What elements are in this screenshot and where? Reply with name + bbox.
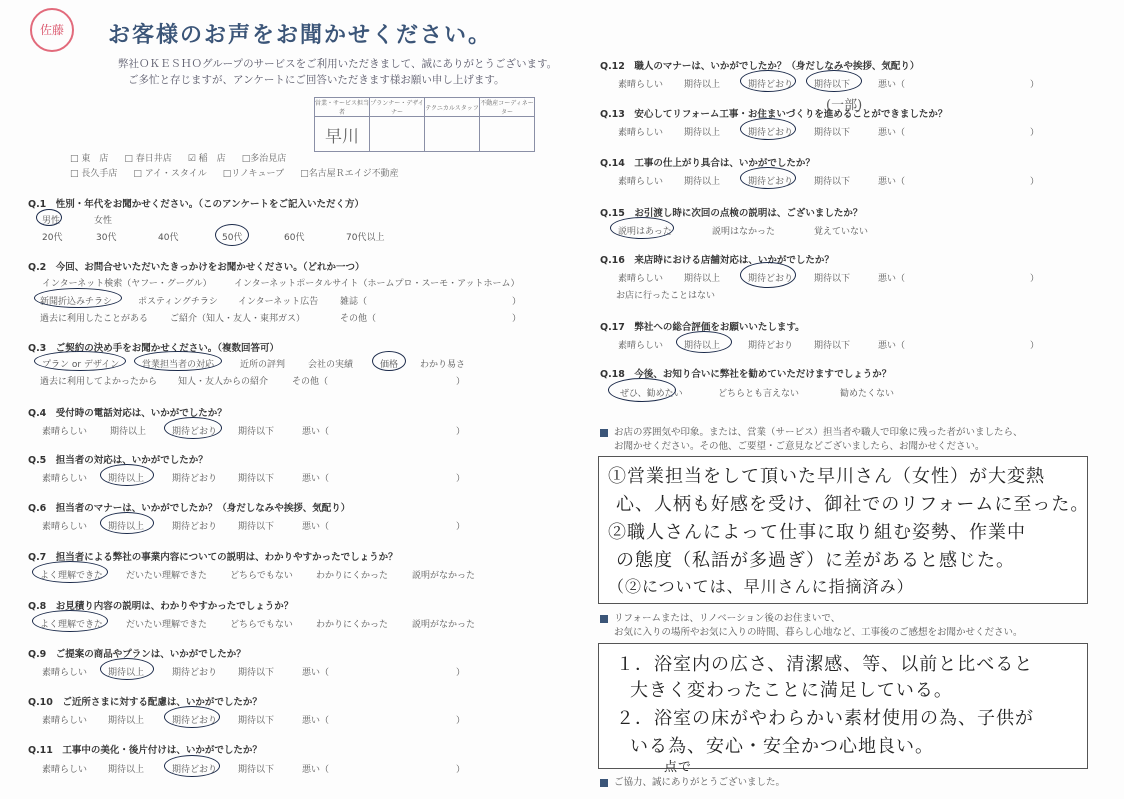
q2-option[interactable]: インターネット検索（ヤフー・グーグル） [42,279,212,289]
answer-circle [100,658,154,680]
handwritten-line: いる為、安心・安全かつ心地良い。 [630,736,934,757]
q3-option[interactable]: わかり易さ [420,360,466,370]
q3-option[interactable]: 営業担当者の対応 [142,360,215,370]
q1-gender-female[interactable]: 女性 [94,216,113,226]
rating-option[interactable]: 期待以上 [108,522,145,532]
rating-close: ） [456,668,466,678]
rating-option[interactable]: 悪い（ [878,177,906,187]
rating-close: ） [456,427,466,437]
store-option[interactable]: □ アイ・スタイル [133,169,207,179]
bullet-square-icon [600,615,608,623]
rating-option[interactable]: 素晴らしい [42,716,88,726]
handwritten-line: 大きく変わったことに満足している。 [630,680,953,701]
q2-option[interactable]: インターネット広告 [238,297,319,307]
q5-label: Q.5 担当者の対応は、いかがでしたか？ [28,455,208,466]
q1-label: Q.1 性別・年代をお聞かせください。（このアンケートをご記入いただく方） [28,199,364,210]
understand-option[interactable]: だいたい理解できた [126,620,208,630]
rating-option[interactable]: 期待以下 [238,668,275,678]
handwritten-line: （②については、早川さんに指摘済み） [608,577,914,596]
answer-circle [740,70,796,92]
q8-label: Q.8 お見積り内容の説明は、わかりやすかったでしょうか？ [28,601,294,612]
rating-option[interactable]: 期待以下 [238,427,275,437]
rating-option[interactable]: 悪い（ [878,80,906,90]
q2-option[interactable]: 新聞折込みチラシ [40,297,113,307]
handwritten-line: 心、人柄も好感を受け、御社でのリフォームに至った。 [616,494,1090,515]
rating-option[interactable]: 素晴らしい [618,80,664,90]
q3-option[interactable]: 価格 [380,360,399,370]
rating-option[interactable]: 悪い（ [878,128,906,138]
handwritten-line: １．浴室内の広さ、清潔感、等、以前と比べると [616,654,1034,675]
rating-option[interactable]: 期待以上 [108,668,145,678]
rating-option[interactable]: 期待以下 [814,341,851,351]
q3-option[interactable]: 過去に利用してよかったから [40,377,158,387]
rating-option[interactable]: 期待どおり [748,80,794,90]
store-option[interactable]: □名古屋Ｒエイジ不動産 [300,169,399,179]
rating-option[interactable]: 期待どおり [748,341,794,351]
rating-option[interactable]: 悪い（ [302,716,330,726]
comment-prompt-2 [600,612,1023,640]
q9-label: Q.9 ご提案の商品やプランは、いかがでしたか？ [28,649,246,660]
rating-option[interactable]: 期待どおり [172,522,218,532]
rating-option[interactable]: 期待以下 [238,765,275,775]
q18-option[interactable]: どちらとも言えない [718,389,800,399]
rating-option[interactable]: 期待どおり [172,474,218,484]
bullet-square-icon [600,429,608,437]
rating-option[interactable]: 期待以下 [814,128,851,138]
q3-option[interactable]: 知人・友人からの紹介 [178,377,269,387]
understand-option[interactable]: だいたい理解できた [126,571,208,581]
rating-option[interactable]: 悪い（ [302,474,330,484]
q3-option[interactable]: 会社の実績 [308,360,354,370]
rating-option[interactable]: 期待以下 [814,177,851,187]
understand-option[interactable]: よく理解できた [40,571,104,581]
rating-option[interactable]: 悪い（ [878,274,906,284]
q15-label: Q.15 お引渡し時に次回の点検の説明は、ございましたか？ [600,208,863,219]
rating-option[interactable]: 期待以上 [684,341,721,351]
staff-header: 不動産コーディネーター [480,98,535,117]
sales-name: 早川 [315,117,370,152]
rating-option[interactable]: 素晴らしい [42,474,88,484]
rating-option[interactable]: 期待どおり [748,128,794,138]
rating-option[interactable]: 期待以上 [110,427,147,437]
rating-option[interactable]: 期待以下 [814,274,851,284]
thanks-line: ご協力、誠にありがとうございました。 [614,777,786,788]
store-option[interactable]: □ 春日井店 [124,154,172,164]
rating-option[interactable]: 素晴らしい [618,341,664,351]
rating-option[interactable]: 期待以上 [108,765,145,775]
rating-option[interactable]: 素晴らしい [618,274,664,284]
handwritten-line: ２．浴室の床がやわらかい素材使用の為、子供が [616,708,1034,729]
understand-option[interactable]: わかりにくかった [316,620,389,630]
answer-circle [740,118,796,140]
answer-circle [164,417,222,439]
answer-circle [608,378,676,402]
rating-close: ） [456,474,466,484]
staff-header: プランナー・デザイナー [370,98,425,117]
q2-label: Q.2 今回、お問合せいただいたきっかけをお聞かせください。（どれか一つ） [28,262,365,273]
rating-option[interactable]: 期待どおり [172,668,218,678]
intro-line: ご多忙と存じますが、アンケートにご回答いただきます様お願い申し上げます。 [128,74,505,86]
prompt-line: お聞かせください。その他、ご要望・ご意見などございましたら、お聞かせください。 [614,441,985,452]
rating-option[interactable]: 期待どおり [172,765,218,775]
answer-circle [36,209,62,226]
answer-circle [740,167,796,189]
thanks-text [600,776,785,790]
rating-option[interactable]: 期待以上 [684,177,721,187]
staff-table [314,97,535,152]
rating-close: ） [456,765,466,775]
handwritten-line: の態度（私語が多過ぎ）に差があると感じた。 [616,550,1015,571]
q1-age[interactable]: 20代 [42,233,63,243]
rating-option[interactable]: 期待以上 [684,80,721,90]
q1-age[interactable]: 30代 [96,233,117,243]
understand-option[interactable]: どちらでもない [230,571,293,581]
q18-label: Q.18 今後、お知り合いに弊社を勧めていただけますでしょうか？ [600,369,892,380]
q1-age[interactable]: 50代 [222,233,243,243]
understand-option[interactable]: 説明がなかった [412,620,476,630]
q10-label: Q.10 ご近所さまに対する配慮は、いかがでしたか？ [28,697,262,708]
q16-label: Q.16 来店時における店舗対応は、いかがでしたか？ [600,255,834,266]
understand-option[interactable]: わかりにくかった [316,571,389,581]
rating-close: ） [456,522,466,532]
intro-line: 弊社ＯＫＥＳＨＯグループのサービスをご利用いただきまして、誠にありがとうございます。 [118,58,558,70]
q11-label: Q.11 工事中の美化・後片付けは、いかがでしたか？ [28,745,262,756]
q2-option[interactable]: 雑誌（ [340,297,368,307]
understand-option[interactable]: どちらでもない [230,620,293,630]
prompt-line: お店の雰囲気や印象。または、営業（サービス）担当者や職人で印象に残った者がいましたら、 [614,427,1023,438]
answer-circle [134,351,222,371]
staff-cell [480,117,535,152]
handwritten-line: ②職人さんによって仕事に取り組む姿勢、作業中 [608,522,1026,543]
seal-stamp: 佐藤 [30,8,74,52]
rating-option[interactable]: 期待以下 [814,80,851,90]
q2-option[interactable]: 過去に利用したことがある [40,314,149,324]
staff-header: テクニカルスタッフ [425,98,480,117]
rating-option[interactable]: 素晴らしい [618,177,664,187]
rating-option[interactable]: 期待どおり [172,427,218,437]
store-option[interactable]: □リノキューブ [222,169,285,179]
rating-close: ） [1030,128,1040,138]
q1-gender-male[interactable]: 男性 [42,216,61,226]
rating-option[interactable]: 素晴らしい [618,128,664,138]
answer-circle [32,561,108,583]
rating-option[interactable]: 悪い（ [302,765,330,775]
handwritten-line: ①営業担当をして頂いた早川さん（女性）が大変熱 [608,466,1045,487]
rating-option[interactable]: 悪い（ [302,522,330,532]
staff-header: 営業・サービス担当者 [315,98,370,117]
rating-close: ） [1030,177,1040,187]
rating-option[interactable]: 期待以上 [684,128,721,138]
q1-age[interactable]: 40代 [158,233,179,243]
q3-option[interactable]: 近所の評判 [240,360,286,370]
rating-option[interactable]: 期待以上 [108,474,145,484]
understand-option[interactable]: 説明がなかった [412,571,476,581]
answer-circle [372,351,406,371]
q18-option[interactable]: 勧めたくない [840,389,895,399]
rating-option[interactable]: 期待どおり [748,177,794,187]
store-option[interactable]: ☑ 稲 店 [187,154,226,164]
q1-age[interactable]: 70代以上 [346,233,385,243]
rating-option[interactable]: 悪い（ [302,427,330,437]
q18-option[interactable]: ぜひ、勧めたい [620,389,683,399]
understand-option[interactable]: よく理解できた [40,620,104,630]
intro-text [118,56,557,88]
comment-prompt-1 [600,426,1023,454]
store-option[interactable]: □ 東 店 [70,154,109,164]
rating-option[interactable]: 素晴らしい [42,668,88,678]
q12-label: Q.12 職人のマナーは、いかがでしたか？（身だしなみや挨拶、気配り） [600,61,920,72]
q13-label: Q.13 安心してリフォーム工事・お住まいづくりを進めることができましたか？ [600,109,948,120]
rating-option[interactable]: 期待どおり [748,274,794,284]
rating-option[interactable]: 悪い（ [302,668,330,678]
handwritten-note: 点で [664,760,693,775]
q3-option: ） [456,377,466,387]
q4-label: Q.4 受付時の電話対応は、いかがでしたか？ [28,408,227,419]
q3-option[interactable]: プラン or デザイン [42,360,120,370]
answer-circle [34,351,126,371]
q2-option: ） [512,297,522,307]
rating-option[interactable]: 期待以下 [238,474,275,484]
rating-option[interactable]: 期待どおり [172,716,218,726]
staff-cell [425,117,480,152]
rating-option[interactable]: 期待以上 [684,274,721,284]
answer-circle [806,70,862,92]
store-list [70,152,415,182]
q7-label: Q.7 担当者による弊社の事業内容についての説明は、わかりやすかったでしょうか？ [28,552,398,563]
store-option[interactable]: □多治見店 [241,154,287,164]
answer-circle [164,755,220,777]
answer-circle [610,217,674,239]
rating-option[interactable]: 素晴らしい [42,522,88,532]
rating-close: ） [1030,80,1040,90]
q1-age[interactable]: 60代 [284,233,305,243]
q2-option[interactable]: ご紹介（知人・友人・東邦ガス） [170,314,306,324]
rating-close: ） [1030,274,1040,284]
rating-close: ） [1030,341,1040,351]
answer-circle [100,464,154,486]
q2-option[interactable]: インターネットポータルサイト（ホームプロ・スーモ・アットホーム） [234,279,520,289]
q3-label: Q.3 ご契約の決め手をお聞かせください。（複数回答可） [28,343,280,354]
rating-option[interactable]: 悪い（ [878,341,906,351]
q3-option[interactable]: その他（ [292,377,329,387]
rating-option[interactable]: 期待以下 [238,716,275,726]
q13-handwritten-note: (一部) [826,98,863,113]
rating-option[interactable]: 素晴らしい [42,765,88,775]
answer-circle [740,262,796,288]
rating-option[interactable]: 素晴らしい [42,427,88,437]
answer-circle [32,610,108,632]
q14-label: Q.14 工事の仕上がり具合は、いかがでしたか？ [600,158,815,169]
answer-circle [676,331,732,353]
rating-option[interactable]: 期待以下 [238,522,275,532]
q6-label: Q.6 担当者のマナーは、いかがでしたか？（身だしなみや挨拶、気配り） [28,503,351,514]
q2-option[interactable]: その他（ [340,314,377,324]
q15-option[interactable]: 説明はなかった [712,227,776,237]
rating-close: ） [456,716,466,726]
answer-circle [100,512,154,534]
q17-label: Q.17 弊社への総合評価をお願いいたします。 [600,322,805,333]
q15-option[interactable]: 説明はあった [618,227,672,237]
answer-circle [34,288,122,308]
staff-cell [370,117,425,152]
prompt-line: リフォームまたは、リノベーション後のお住まいで、 [614,613,841,624]
answer-circle [164,706,220,728]
answer-circle [215,224,249,246]
prompt-line: お気に入りの場所やお気に入りの時間、暮らし心地など、工事後のご感想をお聞かせください。 [614,627,1023,638]
q2-option: ） [512,314,522,324]
page-title: お客様のお声をお聞かせください。 [108,23,493,48]
rating-option[interactable]: 期待以上 [108,716,145,726]
q2-option[interactable]: ポスティングチラシ [138,297,218,307]
q15-option[interactable]: 覚えていない [814,227,869,237]
store-option[interactable]: □ 長久手店 [70,169,118,179]
bullet-square-icon [600,779,608,787]
q16-extra-option[interactable]: お店に行ったことはない [616,291,716,301]
